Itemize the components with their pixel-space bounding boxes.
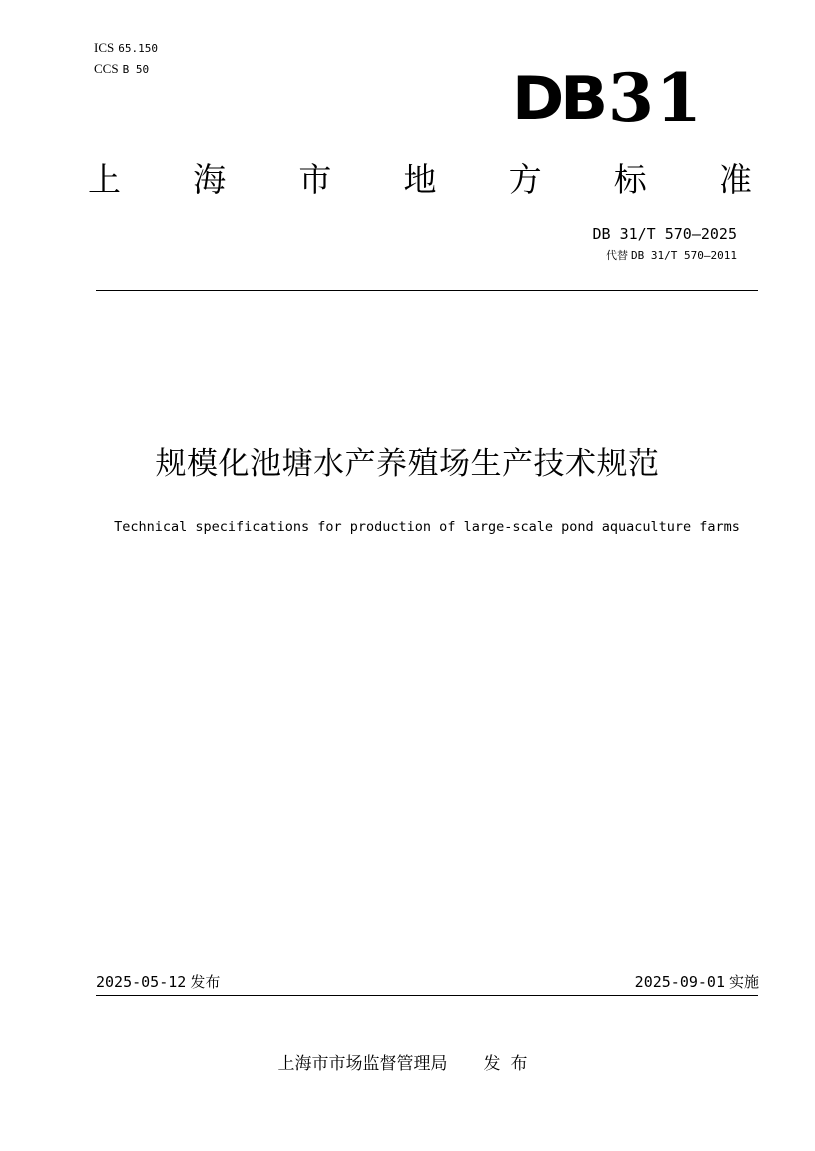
- standard-type-char: 方: [508, 160, 542, 199]
- logo-number: 31: [608, 59, 704, 137]
- ics-code: [94, 41, 158, 56]
- logo-letters: DB: [512, 64, 604, 134]
- document-title-en: Technical specifications for production of large-scale pond aquaculture farms: [114, 519, 740, 535]
- ics-label: ICS: [94, 40, 115, 55]
- replaces-number: DB 31/T 570—2011: [631, 249, 737, 262]
- replaces-label: 代替: [606, 249, 629, 262]
- issue-date-value: 2025-05-12: [96, 973, 187, 991]
- standard-type-heading: [88, 155, 752, 205]
- standard-type-char: 海: [193, 160, 227, 199]
- ics-value: 65.150: [118, 42, 158, 55]
- document-title-zh: 规模化池塘水产养殖场生产技术规范: [155, 446, 660, 482]
- standard-type-char: 上: [88, 160, 121, 199]
- standard-type-char: 市: [298, 160, 332, 199]
- publisher-name: 上海市市场监督管理局: [277, 1054, 448, 1074]
- ccs-value: B 50: [122, 63, 150, 76]
- standard-type-char: 标: [613, 160, 647, 199]
- publisher-action: 发布: [483, 1054, 538, 1074]
- implementation-date: [635, 971, 759, 993]
- standard-type-char: 准: [718, 160, 752, 199]
- header-divider: [96, 290, 758, 291]
- implementation-date-label: 实施: [728, 973, 759, 991]
- db31-logo: [512, 59, 704, 137]
- publisher: [0, 1052, 815, 1076]
- implementation-date-value: 2025-09-01: [634, 973, 725, 991]
- ccs-code: [94, 62, 149, 77]
- standard-type-char: 地: [403, 160, 437, 199]
- issue-date-label: 发布: [190, 973, 221, 991]
- ccs-label: CCS: [94, 61, 119, 76]
- replaces-standard: [606, 248, 737, 264]
- standard-number: DB 31/T 570—2025: [592, 225, 737, 243]
- issue-date: [96, 971, 220, 993]
- footer-divider: [96, 995, 758, 996]
